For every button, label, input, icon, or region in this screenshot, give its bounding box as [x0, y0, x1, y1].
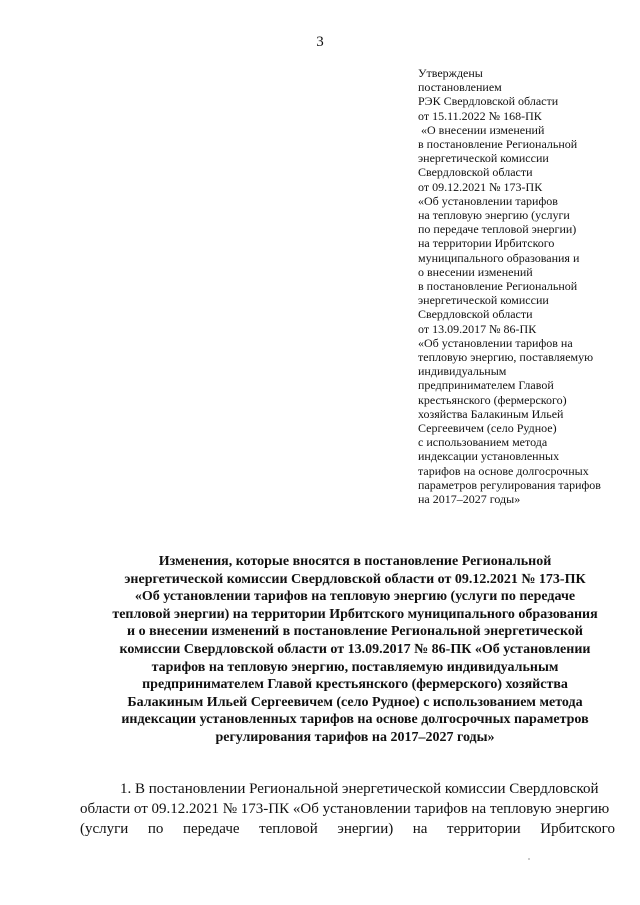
approval-line: РЭК Свердловской области	[418, 94, 559, 109]
body-word: энергии)	[337, 821, 394, 837]
body-word: передаче	[182, 821, 240, 837]
approval-line: энергетической комиссии	[418, 151, 549, 166]
approval-line: Свердловской области	[418, 307, 533, 322]
title-line: тепловой энергии) на территории Ирбитского муниципального образования	[112, 606, 598, 622]
title-line: энергетической комиссии Свердловской области от 09.12.2021 № 173-ПК	[124, 571, 586, 587]
approval-line: в постановление Региональной	[418, 279, 578, 294]
title-line: и о внесении изменений в постановление Региональной энергетической	[127, 624, 583, 640]
title-line: Балакиным Ильей Сергеевичем (село Рудное) с использованием метода	[127, 694, 583, 710]
approval-line: предпринимателем Главой	[418, 378, 554, 393]
approval-line: на 2017–2027 годы»	[418, 492, 521, 507]
approval-line: с использованием метода	[418, 435, 548, 450]
body-word: (услуги	[80, 821, 129, 837]
body-word: территории	[447, 821, 521, 837]
approval-line: Утверждены	[418, 66, 483, 80]
approval-line: Свердловской области	[418, 165, 533, 180]
approval-line: от 13.09.2017 № 86-ПК	[418, 321, 537, 336]
body-word: по	[147, 821, 164, 837]
approval-line: индивидуальным	[418, 364, 507, 379]
body-line: 1. В постановлении Региональной энергетической комиссии Свердловской	[120, 781, 599, 797]
approval-line: «О внесении изменений	[418, 122, 545, 137]
approval-line: энергетической комиссии	[418, 293, 549, 308]
approval-line: параметров регулирования тарифов	[418, 477, 601, 492]
title-line: регулирования тарифов на 2017–2027 годы»	[215, 729, 495, 745]
title-line: индексации установленных тарифов на основе долгосрочных параметров	[121, 712, 589, 728]
approval-line: в постановление Региональной	[418, 137, 578, 152]
approval-line: «Об установлении тарифов на	[418, 335, 573, 350]
approval-line: крестьянского (фермерского)	[418, 392, 567, 407]
approval-line: муниципального образования и	[418, 250, 580, 265]
scan-speck	[528, 858, 530, 860]
approval-line: о внесении изменений	[418, 264, 533, 279]
document-title	[90, 553, 620, 747]
body-line-justified	[80, 819, 615, 839]
approval-line: Сергеевичем (село Рудное)	[418, 421, 557, 436]
title-line: тарифов на тепловую энергию, поставляемую индивидуальным	[151, 659, 559, 675]
approval-line: «Об установлении тарифов	[418, 193, 558, 208]
approval-line: на тепловую энергию (услуги	[418, 208, 570, 223]
body-word: на	[412, 821, 428, 837]
approval-line: тепловую энергию, поставляемую	[418, 350, 594, 365]
approval-line: тарифов на основе долгосрочных	[418, 463, 589, 478]
body-line: области от 09.12.2021 № 173-ПК «Об установлении тарифов на тепловую энергию	[80, 801, 610, 817]
title-line: Изменения, которые вносятся в постановление Региональной	[158, 554, 552, 569]
approval-stamp-block	[418, 66, 628, 506]
title-line: комиссии Свердловской области от 13.09.2017 № 86-ПК «Об установлении	[119, 641, 591, 657]
body-paragraph	[80, 779, 615, 839]
body-word: Ирбитского	[540, 821, 615, 837]
body-word: тепловой	[259, 821, 318, 837]
title-line: предпринимателем Главой крестьянского (фермерского) хозяйства	[142, 677, 568, 693]
approval-line: от 15.11.2022 № 168-ПК	[418, 108, 542, 123]
approval-line: постановлением	[418, 80, 502, 95]
approval-line: по передаче тепловой энергии)	[418, 222, 577, 237]
approval-line: индексации установленных	[418, 449, 560, 464]
approval-line: хозяйства Балакиным Ильей	[418, 406, 564, 421]
approval-line: на территории Ирбитского	[418, 236, 555, 251]
page-number: 3	[316, 34, 324, 50]
title-line: «Об установлении тарифов на тепловую энергию (услуги по передаче	[134, 589, 576, 605]
approval-line: от 09.12.2021 № 173-ПК	[418, 179, 543, 194]
